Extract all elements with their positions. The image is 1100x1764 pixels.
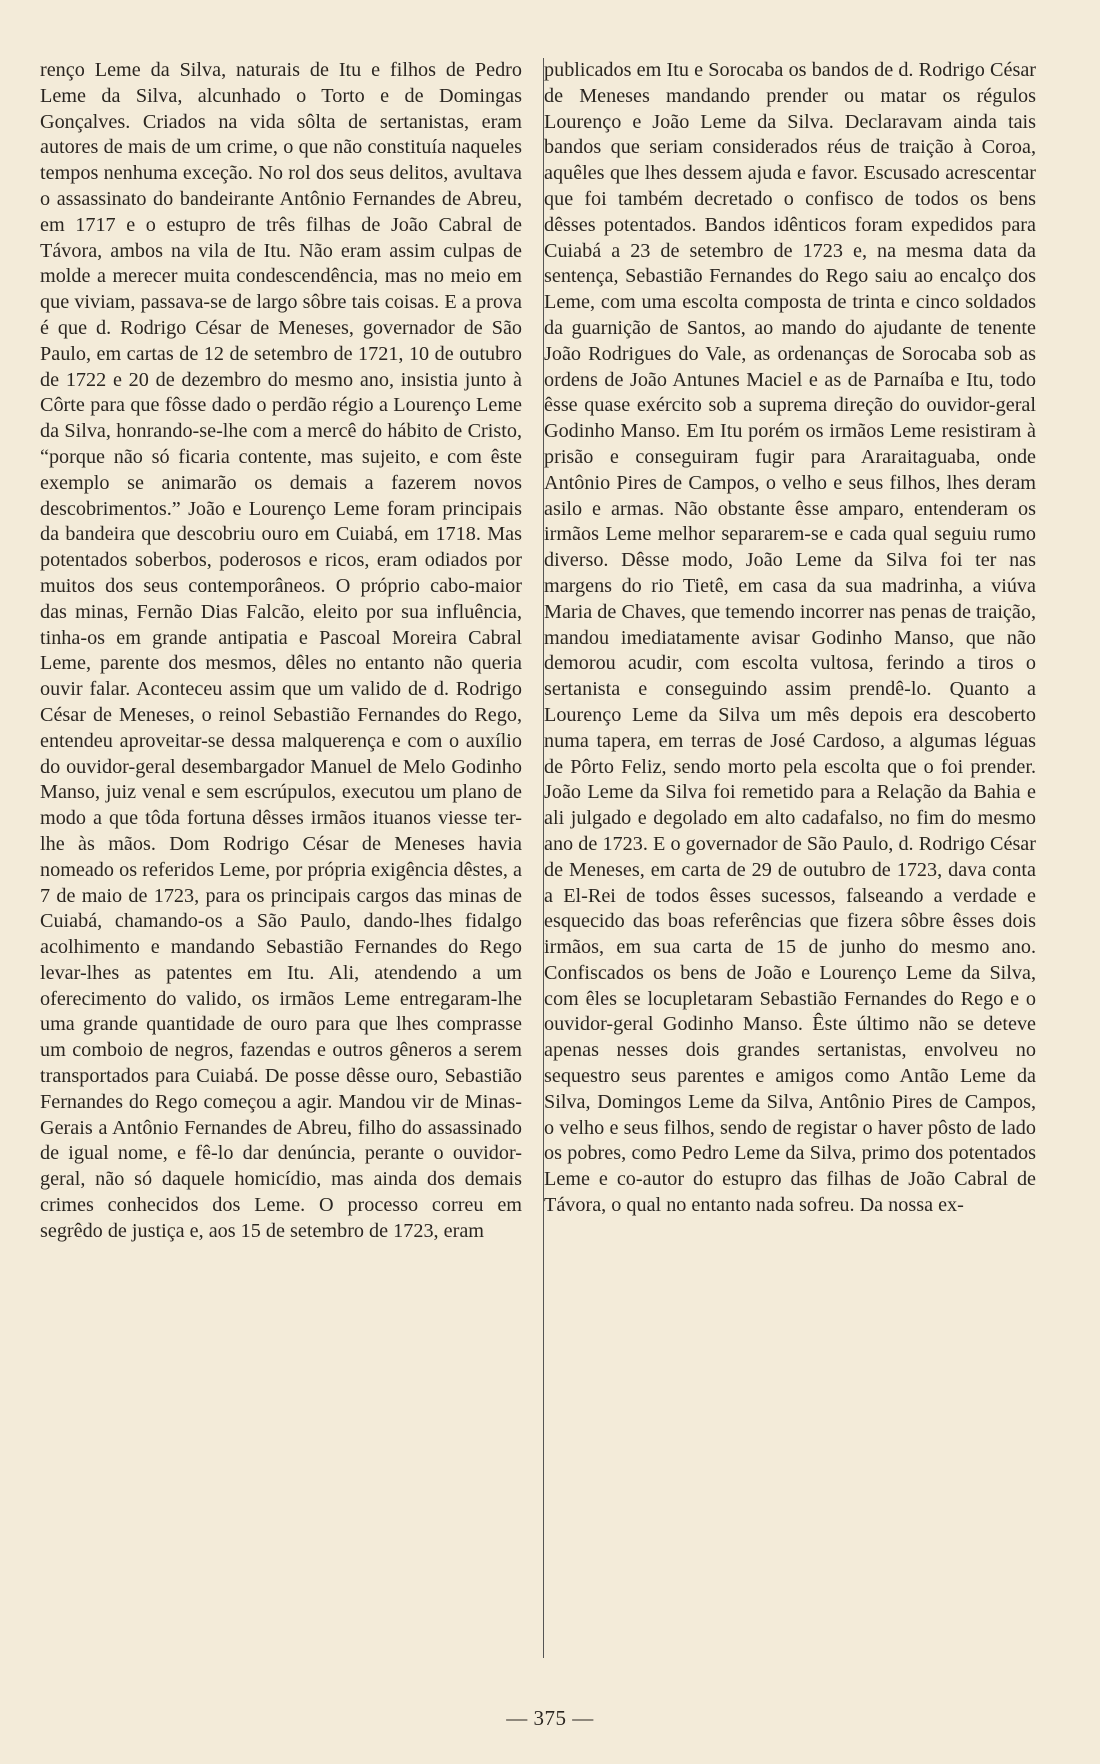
page-number: — 375 — <box>506 1706 594 1730</box>
left-text-column <box>40 58 522 1245</box>
left-column-paragraph: renço Leme da Silva, naturais de Itu e filhos de Pedro Leme da Silva, alcunhado o Torto e de Domingas Gonçalves. Criados na vida sôlta de sertanistas, eram autores de mais de um crime, o que não constituía naqueles tempos nenhuma exceção. No rol dos seus delitos, avultava o assassinato do bandeirante Antônio Fernandes de Abreu, em 1717 e o estupro de três filhas de João Cabral de Távora, ambos na vila de Itu. Não eram assim culpas de molde a merecer muita condescendência, mas no meio em que viviam, passava-se de largo sôbre tais coisas. E a prova é que d. Rodrigo César de Meneses, governador de São Paulo, em cartas de 12 de setembro de 1721, 10 de outubro de 1722 e 20 de dezembro do mesmo ano, insistia junto à Côrte para que fôsse dado o perdão régio a Lourenço Leme da Silva, honrando-se-lhe com a mercê do hábito de Cristo, “porque não só ficaria contente, mas sujeito, e com êste exemplo se animarão os demais a fazerem novos descobrimentos.” João e Lourenço Leme foram principais da bandeira que descobriu ouro em Cuiabá, em 1718. Mas potentados soberbos, poderosos e ricos, eram odiados por muitos dos seus contemporâneos. O próprio cabo-maior das minas, Fernão Dias Falcão, eleito por sua influência, tinha-os em grande antipatia e Pascoal Moreira Cabral Leme, parente dos mesmos, dêles no entanto não queria ouvir falar. Aconteceu assim que um valido de d. Rodrigo César de Meneses, o reinol Sebastião Fernandes do Rego, entendeu aproveitar-se dessa malquerença e com o auxílio do ouvidor-geral desembargador Manuel de Melo Godinho Manso, juiz venal e sem escrúpulos, executou um plano de modo a que tôda fortuna dêsses irmãos ituanos viesse ter-lhe às mãos. Dom Rodrigo César de Meneses havia nomeado os referidos Leme, por própria exigência dêstes, a 7 de maio de 1723, para os principais cargos das minas de Cuiabá, chamando-os a São Paulo, dando-lhes fidalgo acolhimento e mandando Sebastião Fernandes do Rego levar-lhes as patentes em Itu. Ali, atendendo a um oferecimento do valido, os irmãos Leme entregaram-lhe uma grande quantidade de ouro para que lhes comprasse um comboio de negros, fazendas e outros gêneros a serem transportados para Cuiabá. De posse dêsse ouro, Sebastião Fernandes do Rego começou a agir. Mandou vir de Minas-Gerais a Antônio Fernandes de Abreu, filho do assassinado de igual nome, e fê-lo dar denúncia, perante o ouvidor-geral, não só daquele homicídio, mas ainda dos demais crimes conhecidos dos Leme. O processo correu em segrêdo de justiça e, aos 15 de setembro de 1723, eram <box>40 59 522 1242</box>
right-column-paragraph: publicados em Itu e Sorocaba os bandos de d. Rodrigo César de Meneses mandando prender ou matar os régulos Lourenço e João Leme da Silva. Declaravam ainda tais bandos que seriam considerados réus de traição à Coroa, aquêles que lhes dessem ajuda e favor. Escusado acrescentar que foi também decretado o confisco de todos os bens dêsses potentados. Bandos idênticos foram expedidos para Cuiabá a 23 de setembro de 1723 e, na mesma data da sentença, Sebastião Fernandes do Rego saiu ao encalço dos Leme, com uma escolta composta de trinta e cinco soldados da guarnição de Santos, ao mando do ajudante de tenente João Rodrigues do Vale, as ordenanças de Sorocaba sob as ordens de João Antunes Maciel e as de Parnaíba e Itu, todo êsse quase exército sob a suprema direção do ouvidor-geral Godinho Manso. Em Itu porém os irmãos Leme resistiram à prisão e conseguiram fugir para Araraitaguaba, onde Antônio Pires de Campos, o velho e seus filhos, lhes deram asilo e armas. Não obstante êsse amparo, entenderam os irmãos Leme melhor separarem-se e cada qual seguiu rumo diverso. Dêsse modo, João Leme da Silva foi ter nas margens do rio Tietê, em casa da sua madrinha, a viúva Maria de Chaves, que temendo incorrer nas penas de traição, mandou imediatamente avisar Godinho Manso, que não demorou acudir, com escolta vultosa, ferindo a tiros o sertanista e conseguindo assim prendê-lo. Quanto a Lourenço Leme da Silva um mês depois era descoberto numa tapera, em terras de José Cardoso, a algumas léguas de Pôrto Feliz, sendo morto pela escolta que o foi prender. João Leme da Silva foi remetido para a Relação da Bahia e ali julgado e degolado em alto cadafalso, no fim do mesmo ano de 1723. E o governador de São Paulo, d. Rodrigo César de Meneses, em carta de 29 de outubro de 1723, dava conta a El-Rei de todos êsses sucessos, falseando a verdade e esquecido das boas referências que fizera sôbre êsses dois irmãos, em sua carta de 15 de junho do mesmo ano. Confiscados os bens de João e Lourenço Leme da Silva, com êles se locupletaram Sebastião Fernandes do Rego e o ouvidor-geral Godinho Manso. Êste último não se deteve apenas nesses dois grandes sertanistas, envolveu no sequestro seus parentes e amigos como Antão Leme da Silva, Domingos Leme da Silva, Antônio Pires de Campos, o velho e seus filhos, sendo de registar o haver pôsto de lado os pobres, como Pedro Leme da Silva, primo dos potentados Leme e co-autor do estupro das filhas de João Cabral de Távora, o qual no entanto nada sofreu. Da nossa ex- <box>544 59 1036 1217</box>
right-text-column <box>544 58 1036 1219</box>
